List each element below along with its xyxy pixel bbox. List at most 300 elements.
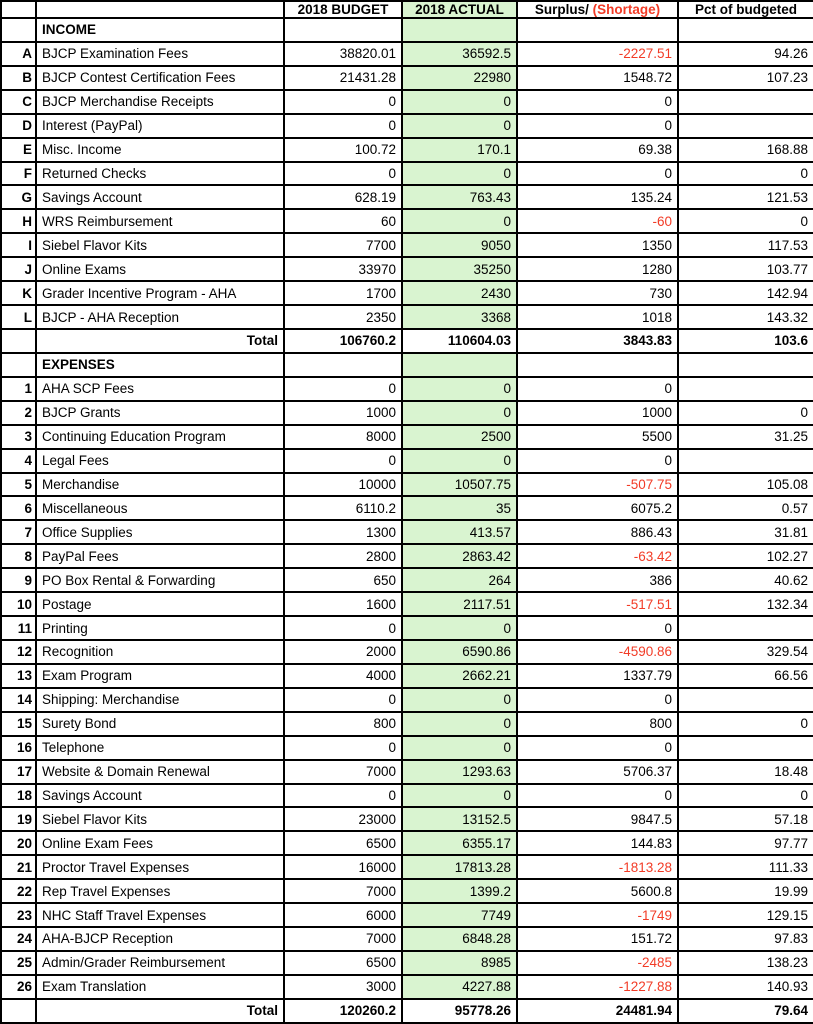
row-label-cell: 20 bbox=[1, 831, 36, 855]
pct-cell: 111.33 bbox=[678, 855, 813, 879]
actual-cell: 0 bbox=[402, 377, 517, 401]
surplus-cell: 1018 bbox=[517, 305, 678, 329]
total-label-cell: Total bbox=[36, 999, 284, 1023]
table-row bbox=[1, 568, 813, 592]
table-row bbox=[1, 305, 813, 329]
surplus-cell: 5600.8 bbox=[517, 879, 678, 903]
row-label-cell: K bbox=[1, 281, 36, 305]
actual-cell: 7749 bbox=[402, 903, 517, 927]
row-label-cell: D bbox=[1, 114, 36, 138]
row-label-cell: I bbox=[1, 233, 36, 257]
table-row bbox=[1, 233, 813, 257]
item-cell: Printing bbox=[36, 616, 284, 640]
surplus-cell: 0 bbox=[517, 449, 678, 473]
actual-cell bbox=[402, 353, 517, 377]
table-row bbox=[1, 66, 813, 90]
actual-cell: 0 bbox=[402, 712, 517, 736]
actual-cell: 13152.5 bbox=[402, 807, 517, 831]
item-cell: AHA-BJCP Reception bbox=[36, 927, 284, 951]
item-cell: Admin/Grader Reimbursement bbox=[36, 951, 284, 975]
budget-cell: 7000 bbox=[284, 927, 402, 951]
actual-cell: 264 bbox=[402, 568, 517, 592]
budget-cell: 100.72 bbox=[284, 138, 402, 162]
pct-cell bbox=[678, 353, 813, 377]
row-label-cell: 17 bbox=[1, 760, 36, 784]
table-row bbox=[1, 736, 813, 760]
row-label-cell: 7 bbox=[1, 520, 36, 544]
item-cell: BJCP Examination Fees bbox=[36, 42, 284, 66]
row-label-cell: 2 bbox=[1, 401, 36, 425]
budget-cell: 0 bbox=[284, 449, 402, 473]
actual-cell: 0 bbox=[402, 209, 517, 233]
section-header-row bbox=[1, 353, 813, 377]
pct-cell: 40.62 bbox=[678, 568, 813, 592]
surplus-cell: 135.24 bbox=[517, 185, 678, 209]
corner-cell-item bbox=[36, 1, 284, 18]
item-cell: BJCP Merchandise Receipts bbox=[36, 90, 284, 114]
pct-cell bbox=[678, 377, 813, 401]
row-label-cell: F bbox=[1, 162, 36, 186]
surplus-cell: -2485 bbox=[517, 951, 678, 975]
actual-cell: 9050 bbox=[402, 233, 517, 257]
row-label-cell: 5 bbox=[1, 473, 36, 497]
item-cell: Miscellaneous bbox=[36, 496, 284, 520]
item-cell: Proctor Travel Expenses bbox=[36, 855, 284, 879]
surplus-cell: 0 bbox=[517, 688, 678, 712]
pct-total-cell: 79.64 bbox=[678, 999, 813, 1023]
row-label-cell: 23 bbox=[1, 903, 36, 927]
row-label-cell: 18 bbox=[1, 784, 36, 808]
surplus-total-cell: 3843.83 bbox=[517, 329, 678, 353]
row-label-cell: 13 bbox=[1, 664, 36, 688]
pct-cell: 0 bbox=[678, 162, 813, 186]
budget-cell: 0 bbox=[284, 377, 402, 401]
actual-cell bbox=[402, 18, 517, 42]
row-label-cell: A bbox=[1, 42, 36, 66]
col-header-actual: 2018 ACTUAL bbox=[402, 1, 517, 18]
budget-cell: 0 bbox=[284, 90, 402, 114]
actual-cell: 35250 bbox=[402, 257, 517, 281]
row-label-cell: 12 bbox=[1, 640, 36, 664]
budget-cell: 800 bbox=[284, 712, 402, 736]
item-cell: Rep Travel Expenses bbox=[36, 879, 284, 903]
item-cell: Office Supplies bbox=[36, 520, 284, 544]
pct-total-cell: 103.6 bbox=[678, 329, 813, 353]
surplus-cell: 0 bbox=[517, 736, 678, 760]
table-row bbox=[1, 90, 813, 114]
table-row bbox=[1, 807, 813, 831]
actual-cell: 6848.28 bbox=[402, 927, 517, 951]
pct-cell: 57.18 bbox=[678, 807, 813, 831]
actual-cell: 8985 bbox=[402, 951, 517, 975]
item-cell: Savings Account bbox=[36, 185, 284, 209]
row-label-cell: 8 bbox=[1, 544, 36, 568]
pct-cell bbox=[678, 114, 813, 138]
item-cell: Grader Incentive Program - AHA bbox=[36, 281, 284, 305]
row-label-cell: 11 bbox=[1, 616, 36, 640]
item-cell: Continuing Education Program bbox=[36, 425, 284, 449]
surplus-cell: -2227.51 bbox=[517, 42, 678, 66]
pct-cell: 102.27 bbox=[678, 544, 813, 568]
budget-cell: 0 bbox=[284, 114, 402, 138]
surplus-cell: 730 bbox=[517, 281, 678, 305]
actual-cell: 2863.42 bbox=[402, 544, 517, 568]
col-header-surplus bbox=[517, 1, 678, 18]
table-row bbox=[1, 616, 813, 640]
pct-cell: 31.25 bbox=[678, 425, 813, 449]
pct-cell: 329.54 bbox=[678, 640, 813, 664]
surplus-cell: 800 bbox=[517, 712, 678, 736]
actual-cell: 0 bbox=[402, 90, 517, 114]
section-title-cell: EXPENSES bbox=[36, 353, 284, 377]
budget-cell: 6500 bbox=[284, 951, 402, 975]
actual-cell: 0 bbox=[402, 449, 517, 473]
budget-total-cell: 120260.2 bbox=[284, 999, 402, 1023]
row-label-cell: C bbox=[1, 90, 36, 114]
pct-cell: 138.23 bbox=[678, 951, 813, 975]
actual-cell: 2662.21 bbox=[402, 664, 517, 688]
table-row bbox=[1, 903, 813, 927]
actual-cell: 0 bbox=[402, 688, 517, 712]
table-row bbox=[1, 281, 813, 305]
item-cell: Recognition bbox=[36, 640, 284, 664]
row-label-cell: 3 bbox=[1, 425, 36, 449]
budget-cell bbox=[284, 18, 402, 42]
item-cell: Siebel Flavor Kits bbox=[36, 807, 284, 831]
item-cell: BJCP Contest Certification Fees bbox=[36, 66, 284, 90]
actual-cell: 2117.51 bbox=[402, 592, 517, 616]
budget-cell: 23000 bbox=[284, 807, 402, 831]
actual-cell: 0 bbox=[402, 784, 517, 808]
budget-cell: 1300 bbox=[284, 520, 402, 544]
row-label-cell bbox=[1, 329, 36, 353]
table-row bbox=[1, 688, 813, 712]
table-row bbox=[1, 879, 813, 903]
pct-cell: 129.15 bbox=[678, 903, 813, 927]
row-label-cell bbox=[1, 353, 36, 377]
total-row bbox=[1, 999, 813, 1023]
table-row bbox=[1, 425, 813, 449]
item-cell: Exam Program bbox=[36, 664, 284, 688]
surplus-cell: 1000 bbox=[517, 401, 678, 425]
pct-cell: 117.53 bbox=[678, 233, 813, 257]
col-header-budget: 2018 BUDGET bbox=[284, 1, 402, 18]
row-label-cell: 22 bbox=[1, 879, 36, 903]
pct-cell: 0 bbox=[678, 209, 813, 233]
surplus-cell: -60 bbox=[517, 209, 678, 233]
item-cell: Postage bbox=[36, 592, 284, 616]
row-label-cell: 14 bbox=[1, 688, 36, 712]
actual-cell: 6590.86 bbox=[402, 640, 517, 664]
budget-cell bbox=[284, 353, 402, 377]
pct-cell bbox=[678, 736, 813, 760]
budget-cell: 7000 bbox=[284, 760, 402, 784]
item-cell: Shipping: Merchandise bbox=[36, 688, 284, 712]
shortage-label: (Shortage) bbox=[592, 2, 661, 17]
pct-cell: 94.26 bbox=[678, 42, 813, 66]
surplus-cell: 0 bbox=[517, 114, 678, 138]
budget-cell: 2000 bbox=[284, 640, 402, 664]
surplus-cell: 1280 bbox=[517, 257, 678, 281]
table-row bbox=[1, 760, 813, 784]
table-row bbox=[1, 951, 813, 975]
row-label-cell: 10 bbox=[1, 592, 36, 616]
pct-cell bbox=[678, 449, 813, 473]
table-row bbox=[1, 496, 813, 520]
table-row bbox=[1, 209, 813, 233]
budget-cell: 60 bbox=[284, 209, 402, 233]
actual-cell: 763.43 bbox=[402, 185, 517, 209]
pct-cell: 140.93 bbox=[678, 975, 813, 999]
table-row bbox=[1, 185, 813, 209]
pct-cell bbox=[678, 616, 813, 640]
corner-cell-label bbox=[1, 1, 36, 18]
pct-cell: 132.34 bbox=[678, 592, 813, 616]
row-label-cell: H bbox=[1, 209, 36, 233]
budget-cell: 3000 bbox=[284, 975, 402, 999]
surplus-cell bbox=[517, 18, 678, 42]
item-cell: Siebel Flavor Kits bbox=[36, 233, 284, 257]
table-row bbox=[1, 592, 813, 616]
actual-cell: 2500 bbox=[402, 425, 517, 449]
row-label-cell: G bbox=[1, 185, 36, 209]
row-label-cell: 19 bbox=[1, 807, 36, 831]
item-cell: AHA SCP Fees bbox=[36, 377, 284, 401]
pct-cell: 0 bbox=[678, 712, 813, 736]
table-row bbox=[1, 831, 813, 855]
table-row bbox=[1, 855, 813, 879]
row-label-cell: 21 bbox=[1, 855, 36, 879]
section-title-cell: INCOME bbox=[36, 18, 284, 42]
actual-cell: 0 bbox=[402, 401, 517, 425]
budget-cell: 0 bbox=[284, 688, 402, 712]
surplus-cell: 386 bbox=[517, 568, 678, 592]
item-cell: Returned Checks bbox=[36, 162, 284, 186]
surplus-cell: 1548.72 bbox=[517, 66, 678, 90]
actual-cell: 170.1 bbox=[402, 138, 517, 162]
pct-cell bbox=[678, 90, 813, 114]
table-row bbox=[1, 520, 813, 544]
budget-cell: 10000 bbox=[284, 473, 402, 497]
item-cell: Online Exams bbox=[36, 257, 284, 281]
table-row bbox=[1, 42, 813, 66]
budget-cell: 0 bbox=[284, 162, 402, 186]
item-cell: Savings Account bbox=[36, 784, 284, 808]
row-label-cell bbox=[1, 18, 36, 42]
actual-cell: 0 bbox=[402, 616, 517, 640]
budget-cell: 6110.2 bbox=[284, 496, 402, 520]
pct-cell: 97.83 bbox=[678, 927, 813, 951]
budget-cell: 7700 bbox=[284, 233, 402, 257]
item-cell: Interest (PayPal) bbox=[36, 114, 284, 138]
actual-cell: 0 bbox=[402, 162, 517, 186]
row-label-cell: B bbox=[1, 66, 36, 90]
surplus-cell: 5706.37 bbox=[517, 760, 678, 784]
actual-cell: 4227.88 bbox=[402, 975, 517, 999]
pct-cell: 66.56 bbox=[678, 664, 813, 688]
col-header-pct: Pct of budgeted bbox=[678, 1, 813, 18]
row-label-cell: 16 bbox=[1, 736, 36, 760]
row-label-cell: 6 bbox=[1, 496, 36, 520]
actual-cell: 3368 bbox=[402, 305, 517, 329]
table-row bbox=[1, 544, 813, 568]
row-label-cell: L bbox=[1, 305, 36, 329]
row-label-cell: 24 bbox=[1, 927, 36, 951]
actual-cell: 35 bbox=[402, 496, 517, 520]
surplus-cell: 886.43 bbox=[517, 520, 678, 544]
item-cell: BJCP Grants bbox=[36, 401, 284, 425]
item-cell: Merchandise bbox=[36, 473, 284, 497]
row-label-cell: 26 bbox=[1, 975, 36, 999]
table-row bbox=[1, 712, 813, 736]
pct-cell bbox=[678, 688, 813, 712]
actual-cell: 17813.28 bbox=[402, 855, 517, 879]
actual-cell: 10507.75 bbox=[402, 473, 517, 497]
surplus-cell: -507.75 bbox=[517, 473, 678, 497]
budget-cell: 6500 bbox=[284, 831, 402, 855]
pct-cell: 19.99 bbox=[678, 879, 813, 903]
surplus-cell: 144.83 bbox=[517, 831, 678, 855]
budget-cell: 8000 bbox=[284, 425, 402, 449]
actual-total-cell: 110604.03 bbox=[402, 329, 517, 353]
item-cell: WRS Reimbursement bbox=[36, 209, 284, 233]
surplus-label: Surplus/ bbox=[534, 2, 589, 17]
budget-cell: 38820.01 bbox=[284, 42, 402, 66]
row-label-cell: 1 bbox=[1, 377, 36, 401]
surplus-cell: 69.38 bbox=[517, 138, 678, 162]
section-header-row bbox=[1, 18, 813, 42]
table-row bbox=[1, 162, 813, 186]
row-label-cell: 4 bbox=[1, 449, 36, 473]
budget-cell: 650 bbox=[284, 568, 402, 592]
total-label-cell: Total bbox=[36, 329, 284, 353]
surplus-cell: 5500 bbox=[517, 425, 678, 449]
pct-cell: 18.48 bbox=[678, 760, 813, 784]
pct-cell: 0.57 bbox=[678, 496, 813, 520]
item-cell: PayPal Fees bbox=[36, 544, 284, 568]
budget-cell: 4000 bbox=[284, 664, 402, 688]
surplus-cell: 151.72 bbox=[517, 927, 678, 951]
surplus-cell: -517.51 bbox=[517, 592, 678, 616]
budget-cell: 2800 bbox=[284, 544, 402, 568]
pct-cell: 107.23 bbox=[678, 66, 813, 90]
budget-cell: 6000 bbox=[284, 903, 402, 927]
surplus-cell: -4590.86 bbox=[517, 640, 678, 664]
item-cell: Online Exam Fees bbox=[36, 831, 284, 855]
table-row bbox=[1, 784, 813, 808]
item-cell: BJCP - AHA Reception bbox=[36, 305, 284, 329]
budget-cell: 0 bbox=[284, 616, 402, 640]
budget-cell: 0 bbox=[284, 784, 402, 808]
table-row bbox=[1, 377, 813, 401]
row-label-cell: 9 bbox=[1, 568, 36, 592]
pct-cell: 103.77 bbox=[678, 257, 813, 281]
table-row bbox=[1, 401, 813, 425]
row-label-cell bbox=[1, 999, 36, 1023]
surplus-cell: 9847.5 bbox=[517, 807, 678, 831]
budget-cell: 33970 bbox=[284, 257, 402, 281]
row-label-cell: 15 bbox=[1, 712, 36, 736]
surplus-cell: 1350 bbox=[517, 233, 678, 257]
actual-cell: 22980 bbox=[402, 66, 517, 90]
surplus-cell: -63.42 bbox=[517, 544, 678, 568]
item-cell: Website & Domain Renewal bbox=[36, 760, 284, 784]
budget-cell: 2350 bbox=[284, 305, 402, 329]
table-row bbox=[1, 257, 813, 281]
actual-cell: 1293.63 bbox=[402, 760, 517, 784]
budget-cell: 7000 bbox=[284, 879, 402, 903]
item-cell: Surety Bond bbox=[36, 712, 284, 736]
budget-cell: 0 bbox=[284, 736, 402, 760]
pct-cell: 105.08 bbox=[678, 473, 813, 497]
budget-cell: 1700 bbox=[284, 281, 402, 305]
row-label-cell: E bbox=[1, 138, 36, 162]
budget-cell: 628.19 bbox=[284, 185, 402, 209]
table-row bbox=[1, 975, 813, 999]
surplus-cell: -1749 bbox=[517, 903, 678, 927]
item-cell: Exam Translation bbox=[36, 975, 284, 999]
budget-cell: 1600 bbox=[284, 592, 402, 616]
actual-cell: 1399.2 bbox=[402, 879, 517, 903]
item-cell: Legal Fees bbox=[36, 449, 284, 473]
surplus-cell: 1337.79 bbox=[517, 664, 678, 688]
item-cell: Telephone bbox=[36, 736, 284, 760]
table-row bbox=[1, 473, 813, 497]
actual-cell: 0 bbox=[402, 114, 517, 138]
pct-cell: 31.81 bbox=[678, 520, 813, 544]
row-label-cell: 25 bbox=[1, 951, 36, 975]
pct-cell: 121.53 bbox=[678, 185, 813, 209]
budget-table-body bbox=[1, 18, 813, 1023]
surplus-cell: 0 bbox=[517, 377, 678, 401]
total-row bbox=[1, 329, 813, 353]
surplus-cell: 6075.2 bbox=[517, 496, 678, 520]
pct-cell: 168.88 bbox=[678, 138, 813, 162]
surplus-cell: -1227.88 bbox=[517, 975, 678, 999]
actual-cell: 0 bbox=[402, 736, 517, 760]
table-row bbox=[1, 640, 813, 664]
budget-cell: 1000 bbox=[284, 401, 402, 425]
actual-cell: 2430 bbox=[402, 281, 517, 305]
item-cell: PO Box Rental & Forwarding bbox=[36, 568, 284, 592]
actual-total-cell: 95778.26 bbox=[402, 999, 517, 1023]
pct-cell bbox=[678, 18, 813, 42]
item-cell: NHC Staff Travel Expenses bbox=[36, 903, 284, 927]
surplus-cell bbox=[517, 353, 678, 377]
surplus-total-cell: 24481.94 bbox=[517, 999, 678, 1023]
pct-cell: 0 bbox=[678, 784, 813, 808]
surplus-cell: 0 bbox=[517, 162, 678, 186]
surplus-cell: -1813.28 bbox=[517, 855, 678, 879]
budget-total-cell: 106760.2 bbox=[284, 329, 402, 353]
surplus-cell: 0 bbox=[517, 784, 678, 808]
surplus-cell: 0 bbox=[517, 616, 678, 640]
pct-cell: 142.94 bbox=[678, 281, 813, 305]
table-row bbox=[1, 927, 813, 951]
actual-cell: 36592.5 bbox=[402, 42, 517, 66]
header-row bbox=[1, 1, 813, 18]
table-row bbox=[1, 138, 813, 162]
pct-cell: 143.32 bbox=[678, 305, 813, 329]
budget-cell: 16000 bbox=[284, 855, 402, 879]
item-cell: Misc. Income bbox=[36, 138, 284, 162]
surplus-cell: 0 bbox=[517, 90, 678, 114]
pct-cell: 0 bbox=[678, 401, 813, 425]
table-row bbox=[1, 114, 813, 138]
actual-cell: 413.57 bbox=[402, 520, 517, 544]
budget-cell: 21431.28 bbox=[284, 66, 402, 90]
table-row bbox=[1, 664, 813, 688]
